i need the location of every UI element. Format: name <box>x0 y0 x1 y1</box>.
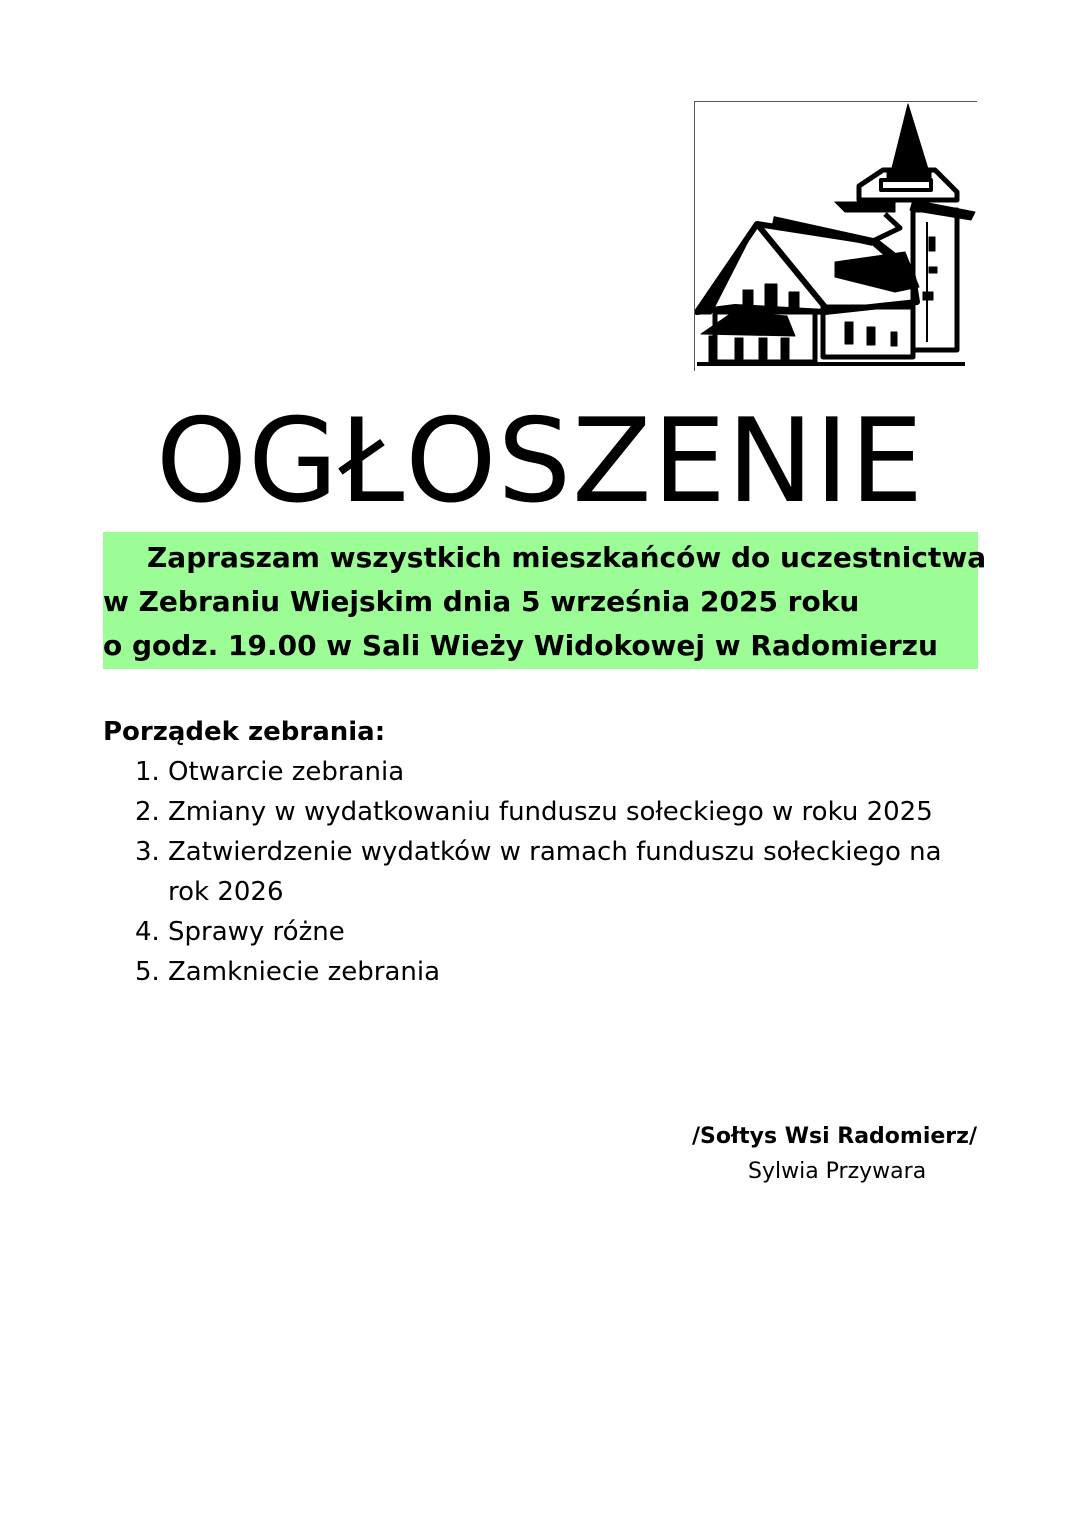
agenda-item-number: 5. <box>135 957 160 987</box>
signature-role: /Sołtys Wsi Radomierz/ <box>691 1124 977 1149</box>
agenda-item-number: 4. <box>135 917 160 947</box>
invitation-line: o godz. 19.00 w Sali Wieży Widokowej w Radomierzu <box>103 629 938 662</box>
agenda-item <box>103 952 963 992</box>
agenda-item-text: Zmiany w wydatkowaniu funduszu sołeckiego w roku 2025 <box>168 797 933 827</box>
page-title: OGŁOSZENIE <box>155 394 925 529</box>
agenda-item-number: 3. <box>135 837 160 867</box>
agenda-item <box>103 792 963 832</box>
agenda-item-number: 1. <box>135 757 160 787</box>
church-icon <box>695 102 978 372</box>
agenda-item <box>103 752 963 792</box>
agenda-item-text: Zatwierdzenie wydatków w ramach funduszu sołeckiego na rok 2026 <box>168 837 942 907</box>
agenda-list <box>103 752 963 992</box>
agenda-item <box>103 912 963 952</box>
agenda-item-number: 2. <box>135 797 160 827</box>
agenda-item <box>103 832 963 912</box>
invitation-line: Zapraszam wszystkich mieszkańców do uczestnictwa <box>147 541 987 574</box>
agenda-item-text: Sprawy różne <box>168 917 345 947</box>
agenda-heading: Porządek zebrania: <box>103 717 386 747</box>
signature-name: Sylwia Przywara <box>748 1159 927 1184</box>
invitation-box <box>103 532 987 669</box>
church-logo <box>694 101 977 371</box>
agenda-item-text: Zamkniecie zebrania <box>168 957 441 987</box>
agenda-item-text: Otwarcie zebrania <box>168 757 405 787</box>
invitation-line: w Zebraniu Wiejskim dnia 5 września 2025 roku <box>103 585 860 618</box>
